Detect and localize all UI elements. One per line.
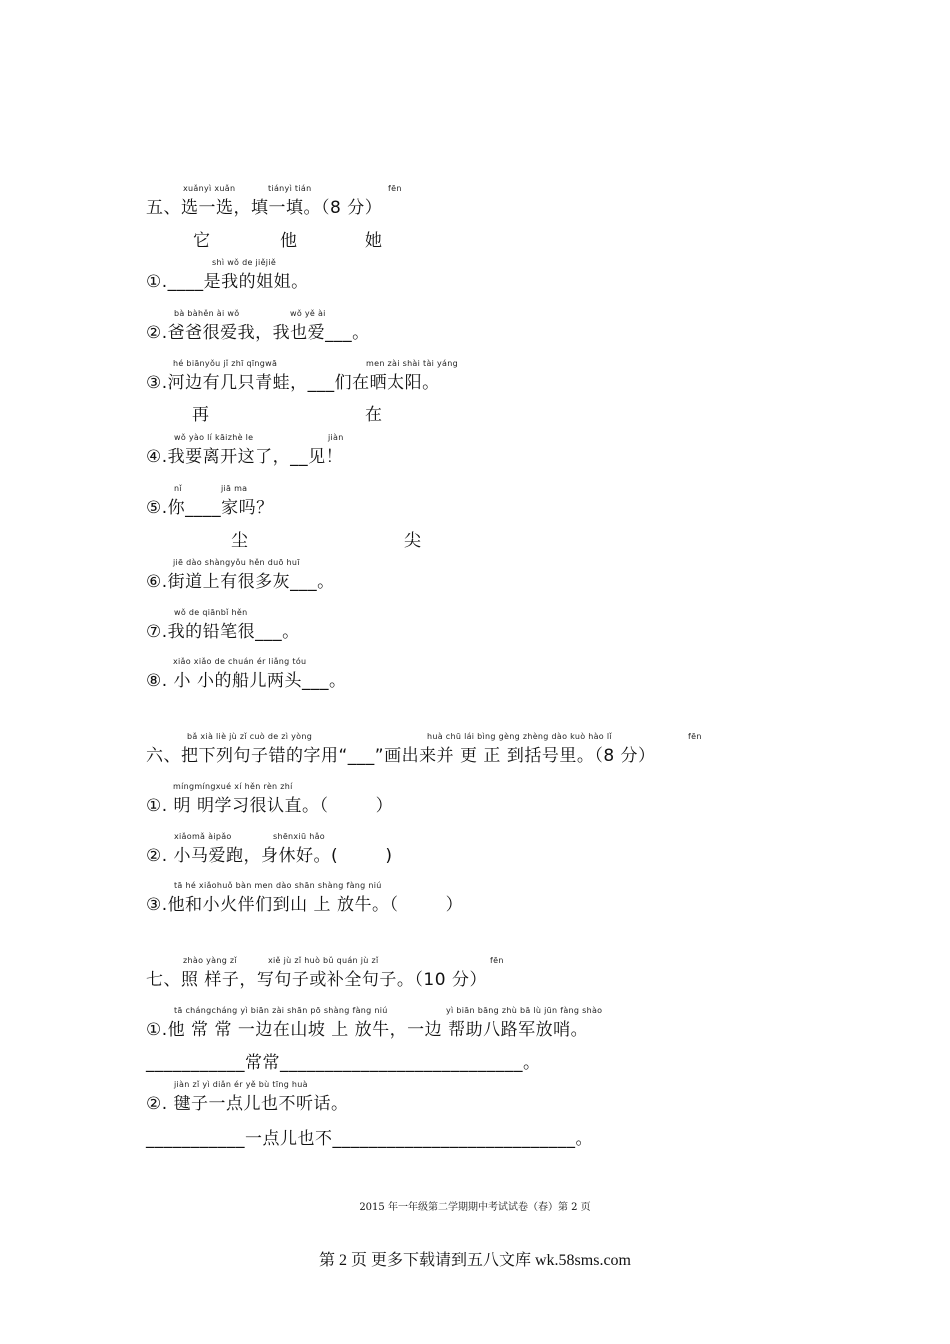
pinyin: shēnxiū hǎo [273,832,325,841]
pinyin: xiǎo xiǎo de chuán ér liǎng tóu [173,657,307,666]
pinyin: jiā ma [221,484,248,493]
pinyin: xiǎomǎ àipǎo [174,832,232,841]
choice-word: 她 [365,231,382,251]
pinyin: zhào yàng zǐ [183,956,237,965]
pinyin: nǐ [174,484,182,493]
pinyin: tā hé xiǎohuǒ bàn men dào shān shàng fàng niú [174,881,382,890]
pinyin: fēn [490,956,504,965]
question-7-1: ①.他 常 常 一边在山坡 上 放牛，一边 帮助八路军放哨。 [146,1020,589,1040]
pinyin: jiē dào shàngyǒu hěn duō huī [173,558,300,567]
page-caption: 2015 年一年级第二学期期中考试试卷（春）第 2 页 [359,1202,591,1213]
question-6-2: ②. 小马爱跑，身休好。( ) [146,846,393,866]
question-7-2: ②. 毽子一点儿也不听话。 [146,1094,349,1114]
question-6-1: ①. 明 明学习很认直。（ ） [146,796,394,816]
pinyin: xiě jù zǐ huò bǔ quán jù zǐ [268,956,379,965]
pinyin: shì wǒ de jiějiě [212,258,277,267]
choice-word: 它 [193,231,210,251]
section-6-heading: 六、把下列句子错的字用“___”画出来并 更 正 到括号里。（8 分） [146,746,656,766]
choice-word: 尖 [404,531,421,551]
question-5-2: ②.爸爸很爱我，我也爱___。 [146,323,370,343]
pinyin: wǒ yào lí kāizhè le [174,433,254,442]
pinyin: bà bàhěn ài wǒ [174,309,240,318]
question-5-4: ④.我要离开这了，__见！ [146,447,344,467]
pinyin: jiàn zǐ yì diǎn ér yě bù tīng huà [174,1080,308,1089]
pinyin: míngmíngxué xí hěn rèn zhí [173,782,293,791]
choice-word: 尘 [231,531,248,551]
pinyin: tiányì tián [268,184,312,193]
pinyin: wǒ de qiānbǐ hěn [174,608,248,617]
question-5-6: ⑥.街道上有很多灰___。 [146,572,335,592]
pinyin: bǎ xià liè jù zǐ cuò de zì yòng [187,732,313,741]
question-5-5: ⑤.你____家吗？ [146,498,274,518]
source-footer: 第 2 页 更多下载请到五八文库 wk.58sms.com [318,1252,631,1269]
pinyin: wǒ yě ài [290,309,326,318]
pinyin: tā chángcháng yì biān zài shān pō shàng fàng niú [174,1006,388,1015]
question-5-1: ①.____是我的姐姐。 [146,272,309,292]
question-6-3: ③.他和小火伴们到山 上 放牛。（ ） [146,895,464,915]
pinyin: hé biānyǒu jǐ zhī qīngwā [173,359,278,368]
pinyin: huà chū lái bìng gèng zhèng dào kuò hào lǐ [427,732,612,741]
choice-word: 再 [192,405,209,425]
choice-word: 在 [365,405,382,425]
question-5-7: ⑦.我的铅笔很___。 [146,622,300,642]
pinyin: men zài shài tài yáng [366,359,458,368]
pinyin: fēn [388,184,402,193]
choice-word: 他 [280,231,297,251]
section-7-heading: 七、照 样子，写句子或补全句子。（10 分） [146,970,487,990]
pinyin: yì biān bāng zhù bā lù jūn fàng shào [446,1006,603,1015]
pinyin: fēn [688,732,702,741]
pinyin: xuǎnyì xuǎn [183,184,236,193]
question-5-3: ③.河边有几只青蛙，___们在晒太阳。 [146,373,440,393]
section-5-heading: 五、选一选，填一填。（8 分） [146,198,383,218]
answer-line-7-2: ___________一点儿也不___________________________。 [146,1129,593,1149]
question-5-8: ⑧. 小 小的船儿两头___。 [146,671,347,691]
pinyin: jiàn [328,433,344,442]
answer-line-7-1: ___________常常___________________________。 [146,1053,541,1073]
